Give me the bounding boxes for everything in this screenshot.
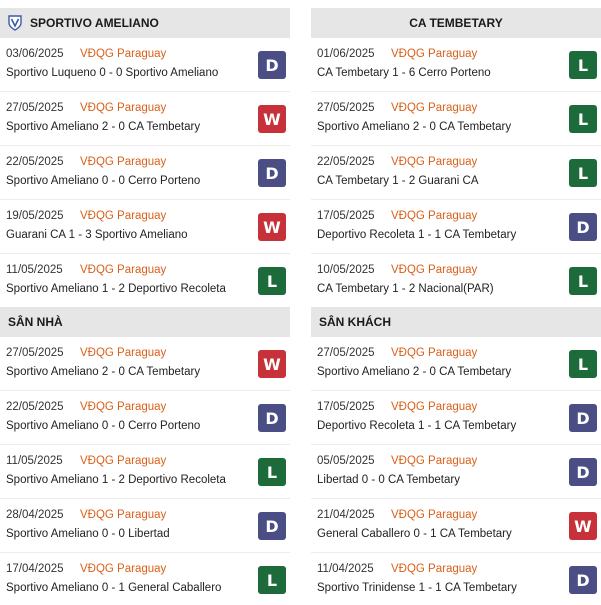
- away-ground-panel: [311, 307, 601, 605]
- result-badge: L: [569, 105, 597, 133]
- match-date: 19/05/2025: [6, 210, 64, 222]
- match-score: Sportivo Luqueno 0 - 0 Sportivo Ameliano: [6, 67, 219, 79]
- match-row[interactable]: [0, 92, 290, 146]
- match-date: 10/05/2025: [317, 264, 375, 276]
- result-badge: D: [569, 213, 597, 241]
- match-date: 17/05/2025: [317, 210, 375, 222]
- league-link[interactable]: VĐQG Paraguay: [391, 509, 478, 521]
- result-badge: W: [258, 350, 286, 378]
- result-badge: L: [569, 159, 597, 187]
- match-score: Sportivo Ameliano 2 - 0 CA Tembetary: [317, 121, 512, 133]
- match-score: Sportivo Ameliano 1 - 2 Deportivo Recoleta: [6, 474, 226, 486]
- match-score: Libertad 0 - 0 CA Tembetary: [317, 474, 460, 486]
- match-date: 22/05/2025: [317, 156, 375, 168]
- result-badge: L: [569, 350, 597, 378]
- league-link[interactable]: VĐQG Paraguay: [80, 156, 167, 168]
- match-row[interactable]: [311, 337, 601, 391]
- result-badge: W: [258, 105, 286, 133]
- match-row[interactable]: [0, 553, 290, 605]
- match-date: 27/05/2025: [317, 347, 375, 359]
- league-link[interactable]: VĐQG Paraguay: [80, 401, 167, 413]
- match-score: Sportivo Ameliano 2 - 0 CA Tembetary: [6, 121, 201, 133]
- match-row[interactable]: [311, 553, 601, 605]
- match-date: 21/04/2025: [317, 509, 375, 521]
- match-date: 11/05/2025: [6, 455, 63, 467]
- match-date: 27/05/2025: [6, 347, 64, 359]
- match-score: Deportivo Recoleta 1 - 1 CA Tembetary: [317, 229, 517, 241]
- league-link[interactable]: VĐQG Paraguay: [80, 264, 167, 276]
- league-link[interactable]: VĐQG Paraguay: [391, 102, 478, 114]
- match-date: 17/05/2025: [317, 401, 375, 413]
- away-ground-title: SÂN KHÁCH: [319, 315, 391, 329]
- home-team-header: [0, 8, 290, 38]
- match-row[interactable]: [0, 445, 290, 499]
- match-row[interactable]: [311, 200, 601, 254]
- match-score: Sportivo Ameliano 0 - 0 Libertad: [6, 528, 170, 540]
- match-row[interactable]: [311, 445, 601, 499]
- home-team-form-panel: [0, 8, 290, 308]
- match-score: Deportivo Recoleta 1 - 1 CA Tembetary: [317, 420, 517, 432]
- result-badge: L: [258, 267, 286, 295]
- away-team-form-panel: [311, 8, 601, 308]
- match-row[interactable]: [0, 38, 290, 92]
- result-badge: D: [258, 159, 286, 187]
- home-team-title: SPORTIVO AMELIANO: [30, 16, 159, 30]
- home-ground-title: SÂN NHÀ: [8, 315, 63, 329]
- match-row[interactable]: [311, 38, 601, 92]
- match-date: 22/05/2025: [6, 156, 64, 168]
- match-row[interactable]: [0, 337, 290, 391]
- match-score: CA Tembetary 1 - 6 Cerro Porteno: [317, 67, 491, 79]
- league-link[interactable]: VĐQG Paraguay: [391, 401, 478, 413]
- match-date: 11/04/2025: [317, 563, 374, 575]
- result-badge: D: [569, 566, 597, 594]
- league-link[interactable]: VĐQG Paraguay: [80, 102, 167, 114]
- league-link[interactable]: VĐQG Paraguay: [391, 210, 478, 222]
- result-badge: W: [569, 512, 597, 540]
- league-link[interactable]: VĐQG Paraguay: [391, 48, 478, 60]
- result-badge: L: [569, 267, 597, 295]
- match-date: 27/05/2025: [317, 102, 375, 114]
- match-score: CA Tembetary 1 - 2 Nacional(PAR): [317, 283, 494, 295]
- match-date: 11/05/2025: [6, 264, 63, 276]
- result-badge: W: [258, 213, 286, 241]
- match-row[interactable]: [0, 254, 290, 308]
- match-score: Sportivo Trinidense 1 - 1 CA Tembetary: [317, 582, 517, 594]
- match-score: CA Tembetary 1 - 2 Guarani CA: [317, 175, 479, 187]
- home-ground-panel: [0, 307, 290, 605]
- league-link[interactable]: VĐQG Paraguay: [80, 347, 167, 359]
- match-date: 28/04/2025: [6, 509, 64, 521]
- match-score: Guarani CA 1 - 3 Sportivo Ameliano: [6, 229, 188, 241]
- league-link[interactable]: VĐQG Paraguay: [391, 264, 478, 276]
- match-row[interactable]: [311, 391, 601, 445]
- match-date: 17/04/2025: [6, 563, 64, 575]
- match-date: 22/05/2025: [6, 401, 64, 413]
- match-row[interactable]: [311, 254, 601, 308]
- club-crest-icon: [8, 15, 22, 31]
- match-score: Sportivo Ameliano 0 - 0 Cerro Porteno: [6, 175, 201, 187]
- away-team-header: [311, 8, 601, 38]
- league-link[interactable]: VĐQG Paraguay: [80, 509, 167, 521]
- league-link[interactable]: VĐQG Paraguay: [391, 455, 478, 467]
- result-badge: D: [569, 458, 597, 486]
- result-badge: L: [258, 458, 286, 486]
- match-row[interactable]: [311, 499, 601, 553]
- league-link[interactable]: VĐQG Paraguay: [391, 563, 478, 575]
- match-row[interactable]: [311, 146, 601, 200]
- result-badge: L: [258, 566, 286, 594]
- match-score: Sportivo Ameliano 1 - 2 Deportivo Recoleta: [6, 283, 226, 295]
- match-date: 03/06/2025: [6, 48, 64, 60]
- result-badge: D: [258, 512, 286, 540]
- league-link[interactable]: VĐQG Paraguay: [80, 210, 167, 222]
- league-link[interactable]: VĐQG Paraguay: [391, 156, 478, 168]
- league-link[interactable]: VĐQG Paraguay: [391, 347, 478, 359]
- result-badge: L: [569, 51, 597, 79]
- match-score: Sportivo Ameliano 2 - 0 CA Tembetary: [6, 366, 201, 378]
- match-score: Sportivo Ameliano 2 - 0 CA Tembetary: [317, 366, 512, 378]
- match-date: 27/05/2025: [6, 102, 64, 114]
- match-row[interactable]: [0, 146, 290, 200]
- match-score: Sportivo Ameliano 0 - 0 Cerro Porteno: [6, 420, 201, 432]
- away-ground-header: [311, 307, 601, 337]
- league-link[interactable]: VĐQG Paraguay: [80, 48, 167, 60]
- result-badge: D: [258, 404, 286, 432]
- match-row[interactable]: [311, 92, 601, 146]
- result-badge: D: [258, 51, 286, 79]
- result-badge: D: [569, 404, 597, 432]
- match-date: 01/06/2025: [317, 48, 375, 60]
- match-row[interactable]: [0, 200, 290, 254]
- home-ground-header: [0, 307, 290, 337]
- match-score: General Caballero 0 - 1 CA Tembetary: [317, 528, 512, 540]
- match-row[interactable]: [0, 391, 290, 445]
- match-row[interactable]: [0, 499, 290, 553]
- match-date: 05/05/2025: [317, 455, 375, 467]
- match-score: Sportivo Ameliano 0 - 1 General Caballero: [6, 582, 222, 594]
- away-team-title: CA TEMBETARY: [409, 16, 503, 30]
- league-link[interactable]: VĐQG Paraguay: [80, 455, 167, 467]
- league-link[interactable]: VĐQG Paraguay: [80, 563, 167, 575]
